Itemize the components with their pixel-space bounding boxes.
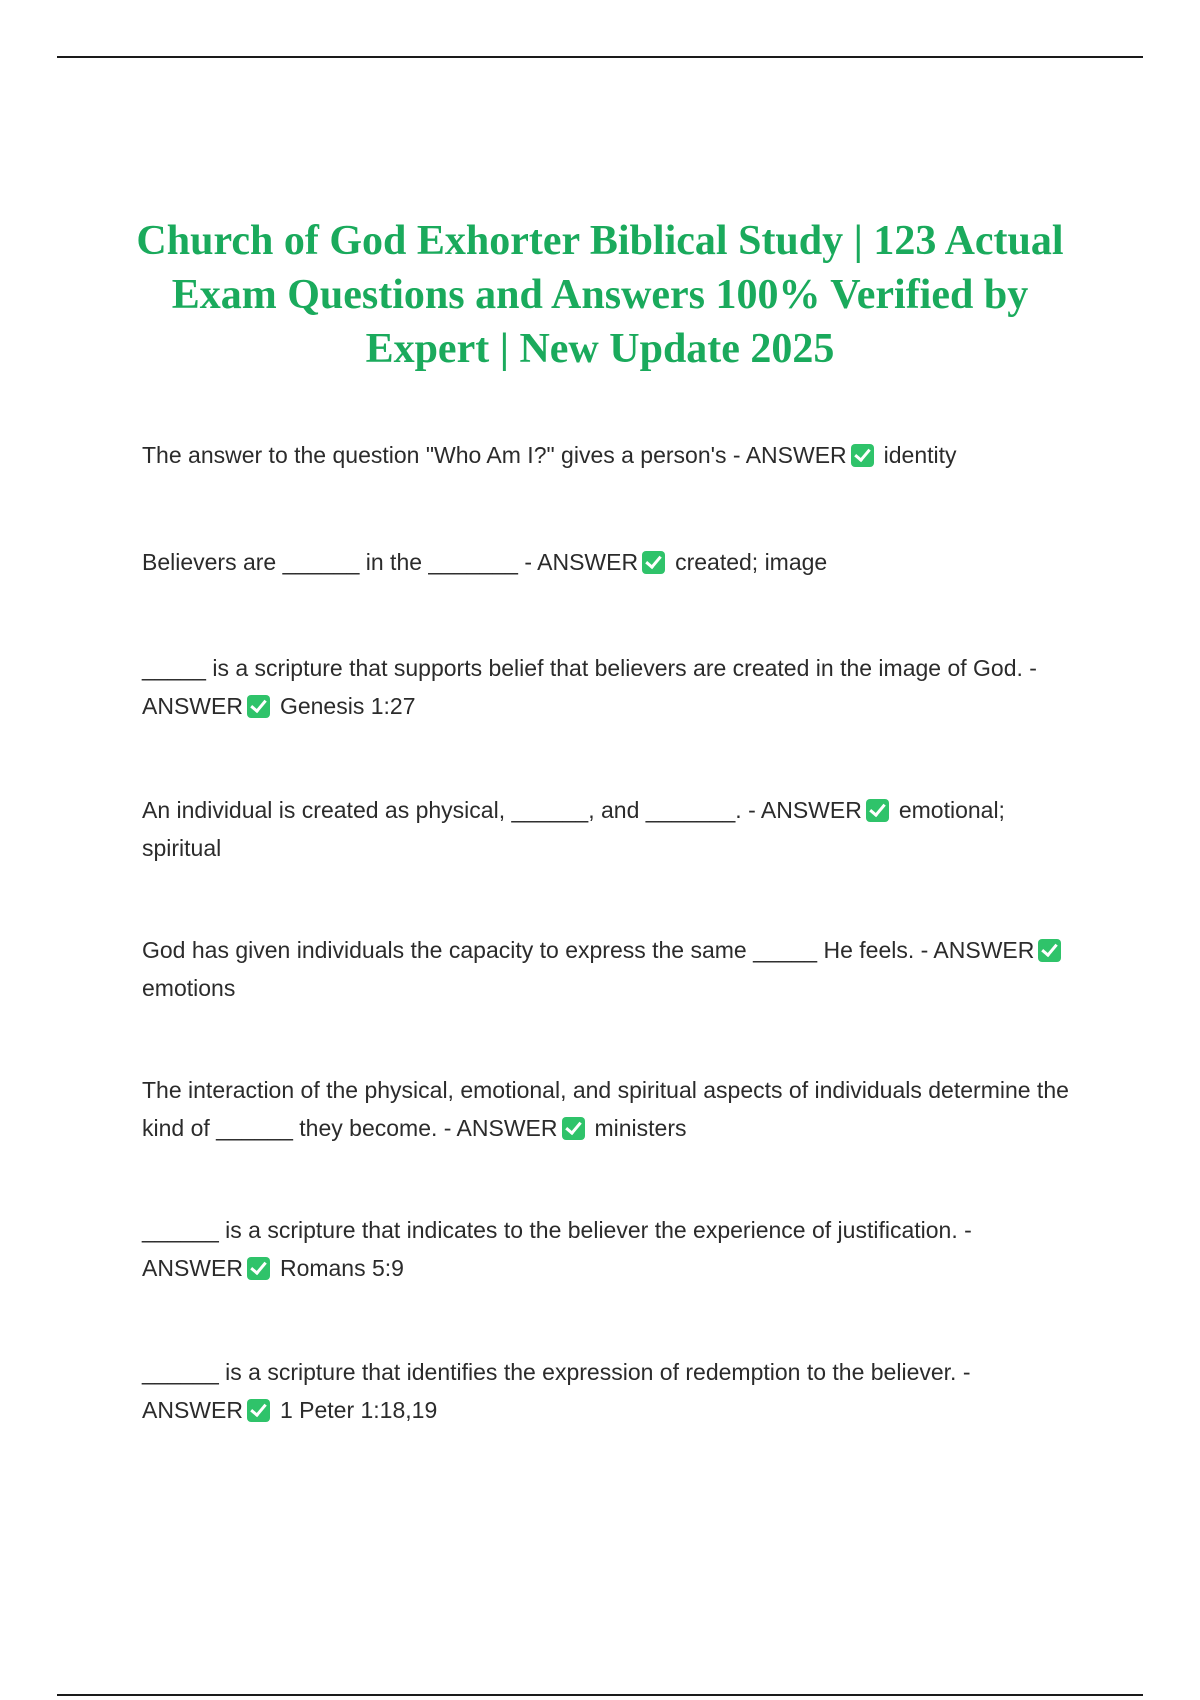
qa-item: [142, 543, 1072, 581]
question-text: An individual is created as physical, ______, and _______.: [142, 797, 742, 823]
answer-label: - ANSWER: [142, 1217, 972, 1281]
answer-label: - ANSWER: [732, 442, 847, 468]
question-text: Believers are ______ in the _______: [142, 549, 518, 575]
top-rule: [57, 56, 1143, 58]
check-box-icon: [866, 799, 889, 822]
answer-label: - ANSWER: [142, 655, 1037, 719]
check-box-icon: [247, 695, 270, 718]
qa-item: [142, 1211, 1072, 1287]
answer-label: - ANSWER: [748, 797, 862, 823]
answer-text: created; image: [675, 549, 828, 575]
question-text: God has given individuals the capacity to express the same _____ He feels.: [142, 937, 915, 963]
answer-text: Romans 5:9: [279, 1255, 404, 1281]
answer-text: emotional; spiritual: [142, 797, 1005, 861]
question-text: The interaction of the physical, emotional, and spiritual aspects of individuals determine the kind of ______ they become.: [142, 1077, 1069, 1141]
question-text: _____ is a scripture that supports belief that believers are created in the image of God.: [142, 655, 1023, 681]
answer-text: ministers: [594, 1115, 687, 1141]
question-text: The answer to the question "Who Am I?" gives a person's: [142, 442, 727, 468]
check-box-icon: [851, 444, 874, 467]
answer-text: 1 Peter 1:18,19: [279, 1397, 438, 1423]
qa-item: [142, 436, 1072, 474]
qa-item: [142, 791, 1072, 867]
check-box-icon: [247, 1399, 270, 1422]
qa-item: [142, 931, 1072, 1007]
qa-item: [142, 1353, 1072, 1429]
qa-item: [142, 649, 1072, 725]
document-title: Church of God Exhorter Biblical Study | 123 Actual Exam Questions and Answers 100% Verified by Expert | New Update 2025: [136, 218, 1064, 372]
answer-text: identity: [883, 442, 957, 468]
answer-text: Genesis 1:27: [279, 693, 416, 719]
answer-label: - ANSWER: [920, 937, 1035, 963]
check-box-icon: [1038, 939, 1061, 962]
bottom-rule: [57, 1694, 1143, 1696]
qa-item: [142, 1071, 1072, 1147]
check-box-icon: [562, 1117, 585, 1140]
check-box-icon: [642, 551, 665, 574]
answer-label: - ANSWER: [524, 549, 639, 575]
qa-list: [142, 436, 1072, 1429]
check-box-icon: [247, 1257, 270, 1280]
question-text: ______ is a scripture that identifies the expression of redemption to the believer.: [142, 1359, 957, 1385]
question-text: ______ is a scripture that indicates to the believer the experience of justification.: [142, 1217, 958, 1243]
answer-label: - ANSWER: [142, 1359, 971, 1423]
answer-text: emotions: [142, 975, 236, 1001]
answer-label: - ANSWER: [443, 1115, 558, 1141]
